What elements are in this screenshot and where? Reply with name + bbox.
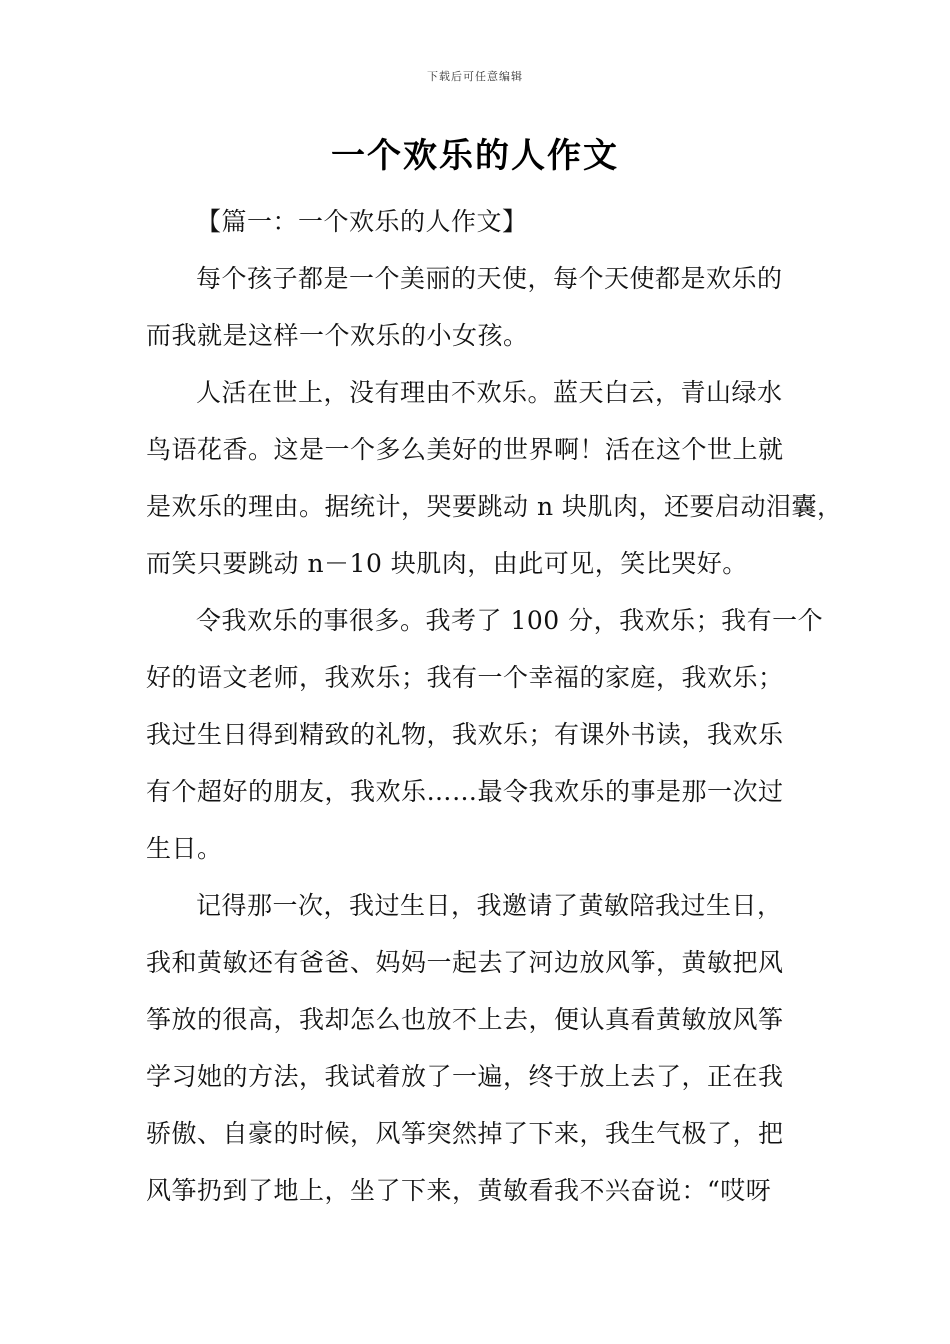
text-line: 而笑只要跳动 n－10 块肌肉，由此可见，笑比哭好。 <box>146 549 748 578</box>
header-note: 下载后可任意编辑 <box>427 70 523 83</box>
text-line: 令我欢乐的事很多。我考了 100 分，我欢乐；我有一个 <box>196 606 824 635</box>
text-line: 【篇一：一个欢乐的人作文】 <box>196 207 528 236</box>
text-line: 风筝扔到了地上，坐了下来，黄敏看我不兴奋说：“哎呀 <box>146 1176 772 1205</box>
text-line: 学习她的方法，我试着放了一遍，终于放上去了，正在我 <box>146 1062 784 1091</box>
text-line: 而我就是这样一个欢乐的小女孩。 <box>146 321 529 350</box>
text-line: 记得那一次，我过生日，我邀请了黄敏陪我过生日， <box>196 891 783 920</box>
text-line: 是欢乐的理由。据统计，哭要跳动 n 块肌肉，还要启动泪囊， <box>146 492 843 521</box>
document-title: 一个欢乐的人作文 <box>331 136 619 176</box>
text-line: 人活在世上，没有理由不欢乐。蓝天白云，青山绿水 <box>196 378 783 407</box>
text-line: 我和黄敏还有爸爸、妈妈一起去了河边放风筝，黄敏把风 <box>146 948 784 977</box>
text-line: 骄傲、自豪的时候，风筝突然掉了下来，我生气极了，把 <box>146 1119 784 1148</box>
text-line: 生日。 <box>146 834 223 863</box>
text-line: 鸟语花香。这是一个多么美好的世界啊！活在这个世上就 <box>146 435 784 464</box>
text-line: 每个孩子都是一个美丽的天使，每个天使都是欢乐的 <box>196 264 783 293</box>
body-text <box>146 197 843 1223</box>
text-line: 我过生日得到精致的礼物，我欢乐；有课外书读，我欢乐 <box>146 720 784 749</box>
text-line: 好的语文老师，我欢乐；我有一个幸福的家庭，我欢乐； <box>146 663 784 692</box>
text-line: 筝放的很高，我却怎么也放不上去，便认真看黄敏放风筝 <box>146 1005 784 1034</box>
text-line: 有个超好的朋友，我欢乐……最令我欢乐的事是那一次过 <box>146 777 784 806</box>
